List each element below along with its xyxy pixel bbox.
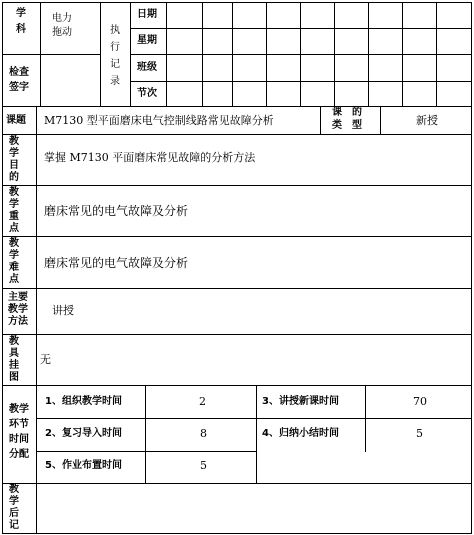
time-item-value: 8 bbox=[200, 427, 207, 440]
time-item-label: 1、组织教学时间 bbox=[45, 396, 122, 407]
postscript-label: 教 学 后 记 bbox=[9, 484, 19, 531]
difficulty-value: 磨床常见的电气故障及分析 bbox=[44, 256, 189, 270]
lesson-type-label-line1: 课 的 bbox=[332, 107, 362, 118]
difficulty-label: 教 学 难 点 bbox=[9, 238, 19, 285]
time-item-value: 2 bbox=[199, 395, 206, 408]
exec-record-label: 执 行 记 录 bbox=[110, 25, 120, 87]
time-item-label: 4、归纳小结时间 bbox=[262, 428, 339, 439]
date-label: 日期 bbox=[137, 9, 157, 20]
subject-label: 学 科 bbox=[16, 8, 26, 35]
time-item-label: 5、作业布置时间 bbox=[45, 460, 122, 471]
time-item-label: 3、讲授新课时间 bbox=[262, 396, 339, 407]
topic-label: 课题 bbox=[6, 115, 26, 126]
method-value: 讲授 bbox=[52, 304, 74, 317]
subject-value-line1: 电力 bbox=[52, 13, 72, 24]
subject-value-line2: 拖动 bbox=[52, 27, 72, 38]
aids-value: 无 bbox=[40, 353, 51, 366]
topic-value: M7130 型平面磨床电气控制线路常见故障分析 bbox=[44, 114, 274, 127]
keypoint-label: 教 学 重 点 bbox=[9, 187, 19, 234]
objective-value: 掌握 M7130 平面磨床常见故障的分析方法 bbox=[44, 151, 256, 164]
time-item-value: 5 bbox=[416, 427, 423, 440]
period-label: 节次 bbox=[137, 88, 157, 99]
aids-label: 教 具 挂 图 bbox=[9, 336, 19, 383]
weekday-label: 星期 bbox=[137, 35, 157, 46]
objective-label: 教 学 目 的 bbox=[9, 136, 19, 183]
time-allocation-label: 教学 环节 时间 分配 bbox=[9, 404, 29, 460]
keypoint-value: 磨床常见的电气故障及分析 bbox=[44, 204, 189, 218]
lesson-type-label-line2: 类 型 bbox=[332, 120, 362, 131]
method-label: 主要 教学 方法 bbox=[8, 292, 28, 327]
time-item-label: 2、复习导入时间 bbox=[45, 428, 122, 439]
time-item-value: 70 bbox=[413, 395, 427, 408]
check-sign-label-line2: 签字 bbox=[9, 82, 29, 93]
class-label: 班级 bbox=[137, 62, 157, 73]
lesson-type-value: 新授 bbox=[416, 114, 438, 127]
check-sign-label-line1: 检查 bbox=[9, 67, 29, 78]
time-item-value: 5 bbox=[200, 459, 207, 472]
